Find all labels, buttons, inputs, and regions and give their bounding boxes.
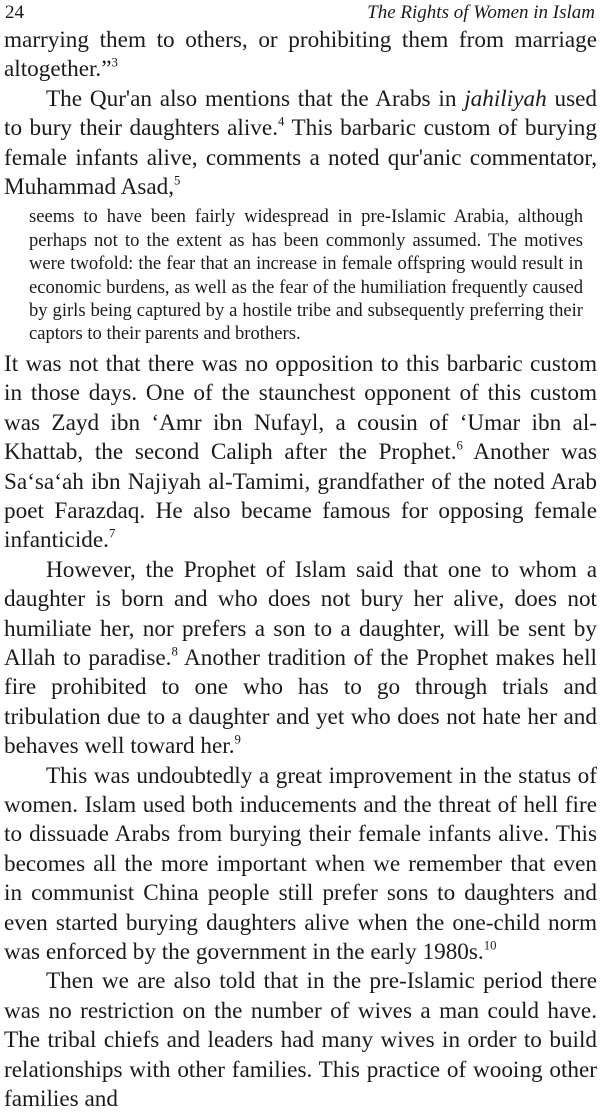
running-title: The Rights of Women in Islam: [367, 2, 595, 23]
paragraph-3: [4, 350, 597, 556]
page-body: [4, 26, 597, 1114]
quote-text: seems to have been fairly widespread in pre-Islamic Arabia, although perhaps not to the extent as has been commonly assumed. The motives were twofold: the fear that an increase in female offspring would result in economic burdens, as well as the fear of the humiliation frequently caused by girls being captured by a hostile tribe and subsequently preferring their captors to their parents and brothers.: [29, 206, 583, 345]
footnote-ref: 5: [174, 173, 181, 188]
paragraph-text: marrying them to others, or prohibiting them from marriage altogether.”: [4, 27, 597, 83]
paragraph-2: [4, 85, 597, 203]
paragraph-text: Another was Sa‘sa‘ah ibn Najiyah al-Tamimi, grandfather of the noted Arab poet Farazdaq. He also became famous for opposing female infanticide.: [4, 439, 597, 554]
paragraph-text: used to bury their daughters alive.: [4, 85, 597, 142]
paragraph-text: It was not that there was no opposition to this barbaric custom in those days. One of the staunchest opponent of this custom was Zayd ibn ‘Amr ibn Nufayl, a cousin of ‘Umar ibn al-Khattab, the second Caliph after the Prophet.: [4, 350, 597, 466]
footnote-ref: 6: [456, 438, 463, 453]
footnote-ref: 4: [278, 114, 285, 129]
paragraph-1: [4, 26, 597, 85]
paragraph-text: This barbaric custom of burying female infants alive, comments a noted qur'anic commentator, Muhammad Asad,: [4, 115, 597, 201]
paragraph-text: This was undoubtedly a great improvement in the status of women. Islam used both inducements and the threat of hell fire to dissuade Arabs from burying their female infants alive. This becomes all the more important when we remember that even in communist China people still prefer sons to daughters and even started burying daughters alive when the one-child norm was enforced by the government in the early 1980s.: [4, 762, 597, 965]
paragraph-text: The Qur'an also mentions that the Arabs in: [46, 85, 465, 112]
footnote-ref: 8: [171, 644, 178, 659]
footnote-ref: 3: [111, 55, 118, 70]
block-quote: [29, 205, 583, 345]
paragraph-5: [4, 762, 597, 968]
page-number: 24: [5, 2, 24, 23]
footnote-ref: 9: [234, 732, 241, 747]
footnote-ref: 10: [483, 938, 497, 953]
footnote-ref: 7: [108, 526, 116, 541]
italic-term: jahiliyah: [464, 85, 547, 112]
paragraph-4: [4, 556, 597, 762]
paragraph-text: Another tradition of the Prophet makes hell fire prohibited to one who has to go through trials and tribulation due to a daughter and yet who does not hate her and behaves well toward her.: [4, 644, 597, 760]
paragraph-text: Then we are also told that in the pre-Islamic period there was no restriction on the number of wives a man could have. The tribal chiefs and leaders had many wives in order to build relationships with other families. This practice of wooing other families and: [4, 968, 597, 1113]
paragraph-text: However, the Prophet of Islam said that one to whom a daughter is born and who does not bury her alive, does not humiliate her, nor prefers a son to a daughter, will be sent by Allah to paradise.: [4, 556, 597, 671]
running-header: [4, 0, 597, 26]
